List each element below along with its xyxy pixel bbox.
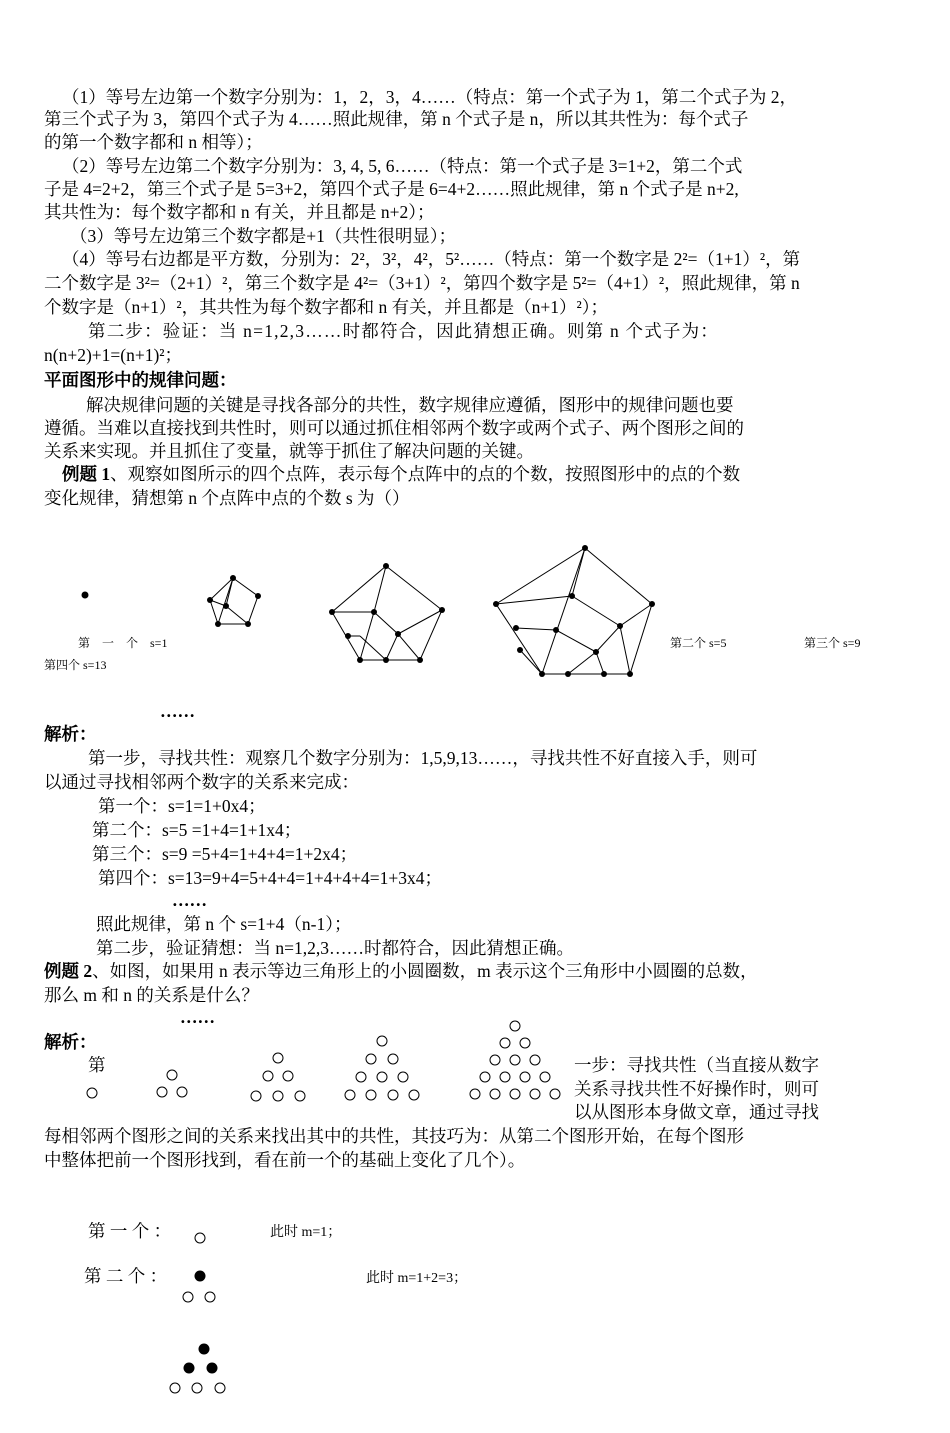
ex1-line1 — [62, 463, 892, 485]
ana2-line5: 中整体把前一个图形找到，看在前一个的基础上变化了几个）。 — [44, 1150, 526, 1170]
ana1-line2: 以通过寻找相邻两个数字的关系来完成： — [44, 772, 359, 792]
p1-line2: 第三个式子为 3，第四个式子为 4……照此规律，第 n 个式子是 n，所以其共性为：每个式子 — [44, 109, 749, 129]
ana1-case3: 第三个：s=9 =5+4=1+4+4=1+2x4； — [92, 844, 358, 864]
ana1-case1: 第一个：s=1=1+0x4； — [98, 796, 266, 816]
step2-line2: n(n+2)+1=(n+1)²； — [44, 345, 183, 365]
ex2-dots: …… — [180, 1007, 215, 1027]
first-label: 第 一 个 ： — [88, 1221, 172, 1241]
p4-line3: 个数字是（n+1）²，其共性为每个数字都和 n 有关，并且都是（n+1）²）； — [44, 297, 608, 317]
third-figure — [162, 1340, 242, 1400]
intro-line3: 关系来实现。并且抓住了变量，就等于抓住了解决问题的关键。 — [44, 441, 534, 461]
ana1-case2: 第二个：s=5 =1+4=1+1x4； — [92, 820, 302, 840]
ana1-verify: 第二步，验证猜想：当 n=1,2,3……时都符合，因此猜想正确。 — [96, 938, 574, 958]
lattice-label-4: 第四个 s=13 — [44, 658, 107, 672]
section-title: 平面图形中的规律问题： — [44, 371, 237, 391]
p1-line1: （1）等号左边第一个数字分别为：1，2，3，4……（特点：第一个式子为 1，第二个式子为 2， — [62, 87, 797, 107]
second-m: 此时 m=1+2=3； — [366, 1271, 468, 1286]
ana1-rule: 照此规律，第 n 个 s=1+4（n-1）； — [96, 914, 352, 934]
ana1-dots: …… — [172, 890, 207, 910]
p3-line1: （3）等号左边第三个数字都是+1（共性很明显）； — [70, 226, 457, 246]
dot-lattice-figure — [0, 540, 950, 720]
lattice3 — [332, 566, 442, 660]
ana2-right1: 一步：寻找共性（当直接从数字 — [574, 1055, 819, 1075]
ex1-text1: 、观察如图所示的四个点阵，表示每个点阵中的点的个数，按照图形中的点的个数 — [110, 464, 741, 484]
ana1-title: 解析： — [44, 725, 97, 745]
ex2-label: 例题 2 — [44, 961, 93, 981]
ex2-line1 — [44, 960, 874, 982]
second-label: 第 二 个 ： — [84, 1266, 168, 1286]
ex2-text1: 、如图，如果用 n 表示等边三角形上的小圆圈数，m 表示这个三角形中小圆圈的总数， — [92, 961, 758, 981]
p4-line1: （4）等号右边都是平方数，分别为：2²，3²，4²，5²……（特点：第一个数字是 2²=（1+1）²，第 — [62, 249, 801, 269]
p2-line1: （2）等号左边第二个数字分别为：3, 4, 5, 6……（特点：第一个式子是 3=1+2，第二个式 — [62, 156, 743, 176]
ex1-label: 例题 1 — [62, 464, 111, 484]
lattice-label-2: 第二个 s=5 — [670, 636, 727, 650]
ana2-line4: 每相邻两个图形之间的关系来找出其中的共性，其技巧为：从第二个图形开始，在每个图形 — [44, 1126, 744, 1146]
step2-line1: 第二步：验证：当 n=1,2,3……时都符合，因此猜想正确。则第 n 个式子为： — [88, 321, 719, 341]
lattice1-dot — [82, 592, 89, 599]
ex2-line2: 那么 m 和 n 的关系是什么？ — [44, 985, 259, 1005]
ana2-right3: 以从图形本身做文章，通过寻找 — [574, 1102, 819, 1122]
ana2-title: 解析： — [44, 1033, 97, 1053]
ana2-first-char: 第 — [88, 1055, 106, 1075]
ex1-line2: 变化规律，猜想第 n 个点阵中点的个数 s 为（） — [44, 488, 410, 508]
lattice4 — [496, 548, 652, 674]
triangle-circles-figure — [80, 1018, 640, 1108]
p1-line3: 的第一个数字都和 n 相等）； — [44, 132, 263, 152]
intro-line1: 解决规律问题的关键是寻找各部分的共性，数字规律应遵循，图形中的规律问题也要 — [86, 395, 734, 415]
lattice-label-1: 第 一 个 s=1 — [78, 636, 168, 650]
lattice-label-3: 第三个 s=9 — [804, 636, 861, 650]
ex1-ellipsis: …… — [160, 701, 195, 721]
p4-line2: 二个数字是 3²=（2+1）²，第三个数字是 4²=（3+1）²，第四个数字是 5²=（4+1）²，照此规律，第 n — [44, 273, 800, 293]
intro-line2: 遵循。当难以直接找到共性时，则可以通过抓住相邻两个数字或两个式子、两个图形之间的 — [44, 418, 744, 438]
lattice2 — [210, 578, 258, 624]
first-m: 此时 m=1； — [270, 1225, 342, 1240]
second-figure — [170, 1266, 230, 1306]
first-figure — [190, 1228, 210, 1248]
p2-line2: 子是 4=2+2，第三个式子是 5=3+2，第四个式子是 6=4+2……照此规律，第 n 个式子是 n+2, — [44, 179, 739, 199]
p2-line3: 其共性为：每个数字都和 n 有关，并且都是 n+2）； — [44, 202, 435, 222]
ana2-right2: 关系寻找共性不好操作时，则可 — [574, 1079, 819, 1099]
ana1-case4: 第四个：s=13=9+4=5+4+4=1+4+4+4=1+3x4； — [98, 868, 442, 888]
ana1-line1: 第一步，寻找共性：观察几个数字分别为：1,5,9,13……，寻找共性不好直接入手，则可 — [88, 748, 758, 768]
